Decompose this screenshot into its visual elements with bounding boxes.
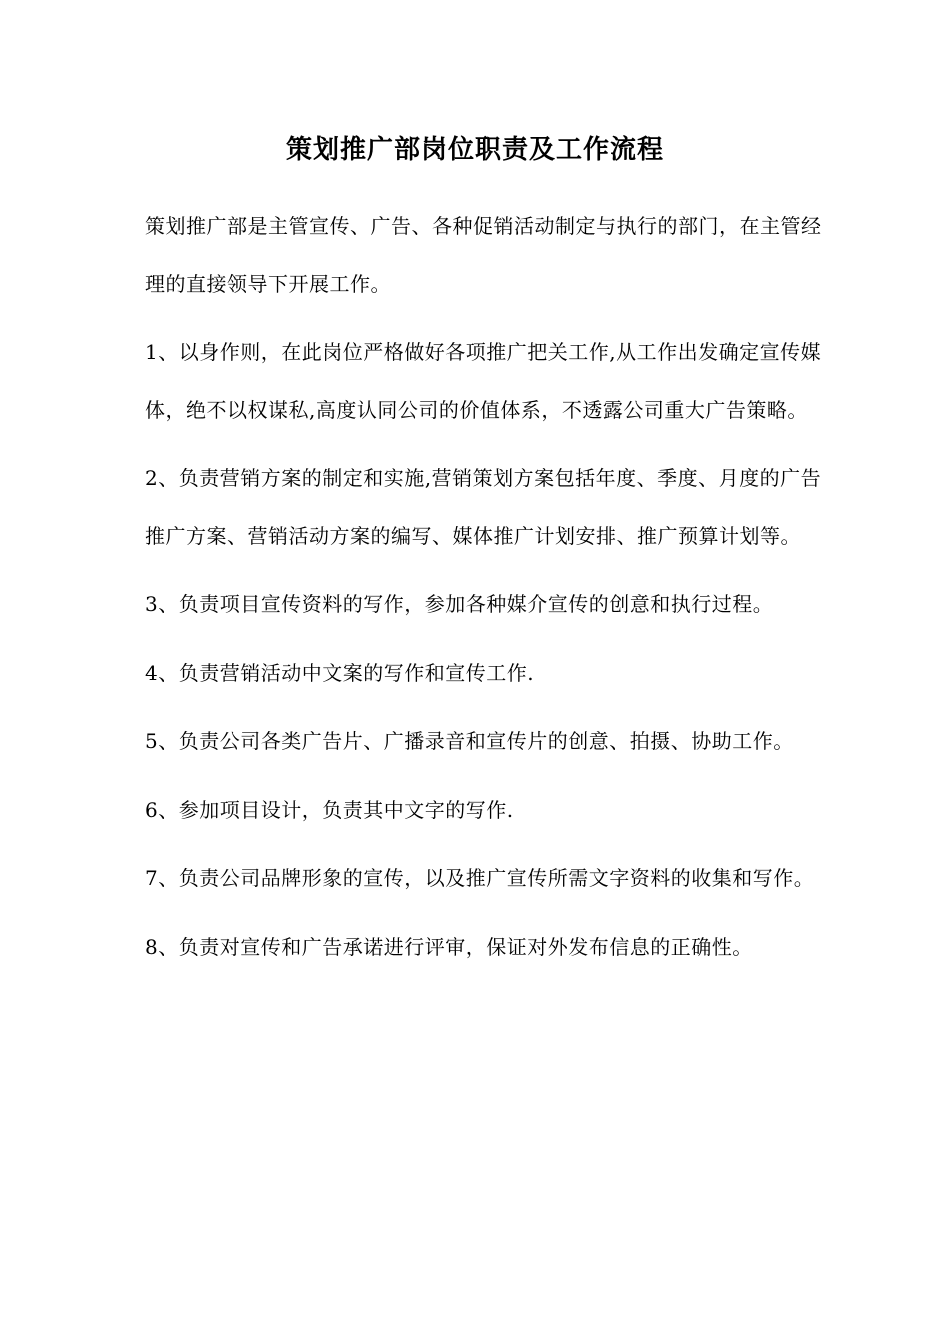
duty-item-1: 1、以身作则，在此岗位严格做好各项推广把关工作,从工作出发确定宣传媒体，绝不以权谋私,高度认同公司的价值体系，不透露公司重大广告策略。 — [145, 340, 822, 422]
duty-item-6: 6、参加项目设计，负责其中文字的写作. — [145, 797, 514, 822]
duty-item-3: 3、负责项目宣传资料的写作，参加各种媒介宣传的创意和执行过程。 — [145, 592, 774, 616]
duty-item-8: 8、负责对宣传和广告承诺进行评审，保证对外发布信息的正确性。 — [145, 934, 753, 959]
duty-item-5: 5、负责公司各类广告片、广播录音和宣传片的创意、拍摄、协助工作。 — [145, 729, 794, 753]
duty-item-2: 2、负责营销方案的制定和实施,营销策划方案包括年度、季度、月度的广告推广方案、营销活动方案的编写、媒体推广计划安排、推广预算计划等。 — [145, 466, 822, 548]
document-title: 策划推广部岗位职责及工作流程 — [285, 135, 664, 165]
duty-item-4: 4、负责营销活动中文案的写作和宣传工作. — [145, 660, 535, 685]
intro-paragraph: 策划推广部是主管宣传、广告、各种促销活动制定与执行的部门，在主管经理的直接领导下开展工作。 — [145, 214, 822, 296]
document-body — [145, 198, 825, 987]
duty-item-7: 7、负责公司品牌形象的宣传，以及推广宣传所需文字资料的收集和写作。 — [145, 866, 815, 890]
